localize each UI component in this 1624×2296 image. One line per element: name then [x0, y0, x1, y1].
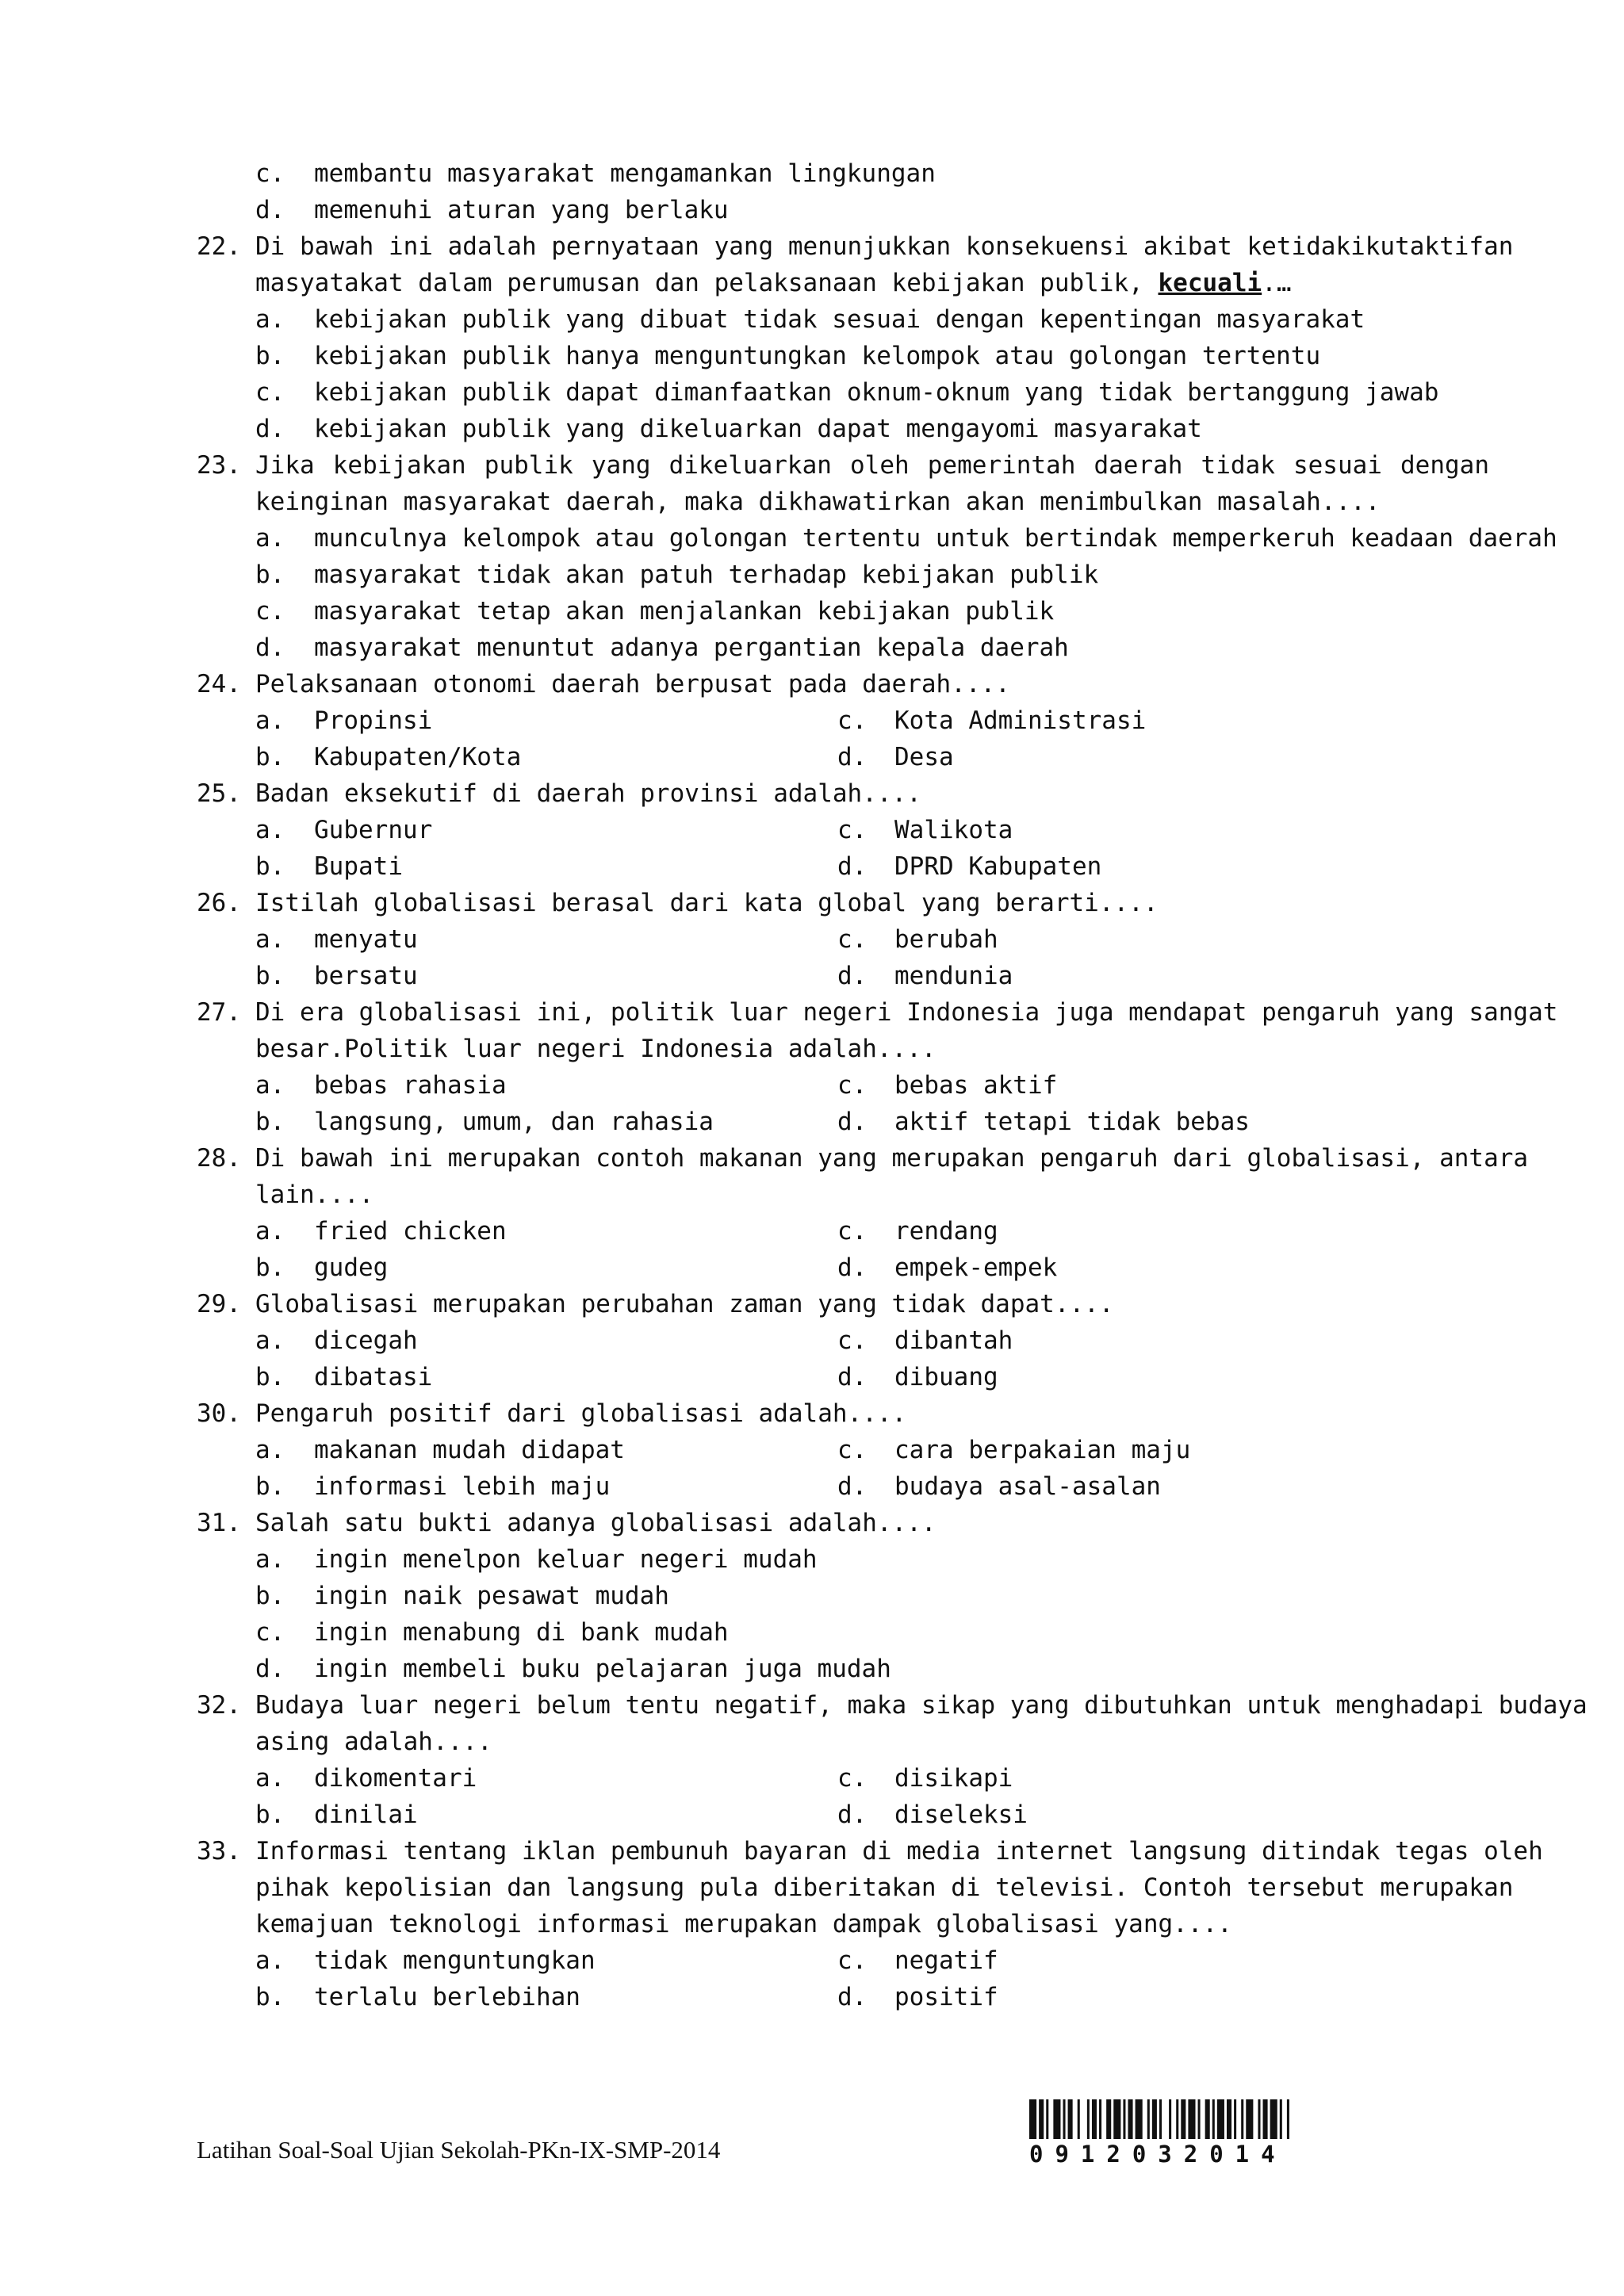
option-text: kebijakan publik dapat dimanfaatkan oknum-oknum yang tidak bertanggung jawab: [314, 378, 1439, 407]
question-text: Salah satu bukti adanya globalisasi adalah....: [255, 1509, 936, 1537]
barcode-bar: [1280, 2099, 1282, 2139]
barcode-bar: [1258, 2099, 1260, 2139]
option-text: ingin menabung di bank mudah: [314, 1618, 729, 1647]
option-row: [197, 1760, 1489, 1797]
option-text: ingin membeli buku pelajaran juga mudah: [314, 1655, 891, 1683]
option-letter: c.: [837, 1436, 868, 1464]
option-letter: c.: [255, 1618, 285, 1647]
option-text: bersatu: [314, 962, 418, 990]
option-text: dibuang: [894, 1363, 998, 1391]
option-row: [197, 1104, 1489, 1140]
barcode-bar: [1205, 2099, 1210, 2139]
option-text: dicegah: [314, 1326, 418, 1355]
barcode-bar: [1246, 2099, 1253, 2139]
option-row: [197, 301, 1489, 338]
question-text: Di bawah ini adalah pernyataan yang menunjukkan konsekuensi akibat ketidakikutaktifan: [255, 232, 1514, 261]
emphasis-kecuali: kecuali: [1158, 269, 1262, 297]
option-row: [197, 557, 1489, 593]
option-text: Desa: [894, 743, 954, 771]
barcode-bar: [1063, 2099, 1066, 2139]
option-letter: c.: [837, 1764, 868, 1793]
barcode-bar: [1263, 2099, 1268, 2139]
question-text-continued: keinginan masyarakat daerah, maka dikhawatirkan akan menimbulkan masalah....: [255, 488, 1381, 516]
question-line: [197, 265, 1489, 301]
option-text: DPRD Kabupaten: [894, 852, 1102, 881]
question-line: [197, 1031, 1489, 1067]
option-text: mendunia: [894, 962, 1013, 990]
option-letter: a.: [255, 305, 285, 334]
option-row: [197, 1468, 1489, 1505]
question-25: [197, 775, 1489, 812]
option-letter: a.: [255, 1545, 285, 1574]
question-27: [197, 994, 1558, 1031]
option-text: kebijakan publik yang dikeluarkan dapat mengayomi masyarakat: [314, 415, 1202, 443]
option-text: disikapi: [894, 1764, 1013, 1793]
question-line: [197, 1869, 1514, 1906]
question-text: Di bawah ini merupakan contoh makanan yang merupakan pengaruh dari globalisasi, antara: [255, 1144, 1529, 1173]
option-row: [197, 1249, 1489, 1286]
question-text: Pelaksanaan otonomi daerah berpusat pada daerah....: [255, 670, 1010, 698]
question-text: Informasi tentang iklan pembunuh bayaran di media internet langsung ditindak tegas oleh: [255, 1837, 1543, 1866]
option-text: dibantah: [894, 1326, 1013, 1355]
barcode-bar: [1198, 2099, 1201, 2139]
option-letter: c.: [837, 1326, 868, 1355]
barcode-bar: [1039, 2099, 1044, 2139]
question-text-continued: [255, 265, 1489, 301]
barcode-bar: [1128, 2099, 1132, 2139]
option-letter: d.: [255, 633, 285, 662]
option-row: [197, 1614, 1489, 1651]
option-row: [197, 1359, 1489, 1395]
barcode-bar: [1176, 2099, 1178, 2139]
option-letter: d.: [837, 962, 868, 990]
barcode-bar: [1029, 2099, 1036, 2139]
option-text: masyarakat tidak akan patuh terhadap kebijakan publik: [314, 561, 1099, 589]
option-letter: b.: [255, 1983, 285, 2011]
option-row: [197, 192, 1489, 228]
option-row: [197, 1578, 1489, 1614]
option-letter: d.: [255, 196, 285, 224]
option-text: tidak menguntungkan: [314, 1946, 596, 1975]
option-letter: a.: [255, 1326, 285, 1355]
option-text: masyarakat menuntut adanya pergantian kepala daerah: [314, 633, 1069, 662]
question-line: [197, 1724, 1489, 1760]
option-letter: a.: [255, 1217, 285, 1246]
question-text-continued: asing adalah....: [255, 1728, 492, 1756]
barcode-bar: [1078, 2099, 1080, 2139]
option-row: [197, 411, 1489, 447]
option-letter: c.: [255, 597, 285, 626]
option-letter: c.: [837, 816, 868, 844]
option-letter: d.: [255, 1655, 285, 1683]
question-number: 32.: [197, 1691, 241, 1720]
question-23: [197, 447, 1489, 484]
option-letter: a.: [255, 1946, 285, 1975]
option-row: [197, 739, 1489, 775]
barcode-bar: [1159, 2099, 1162, 2139]
question-text: Istilah globalisasi berasal dari kata global yang berarti....: [255, 889, 1159, 917]
option-row: [197, 338, 1489, 374]
option-letter: a.: [255, 524, 285, 553]
barcode-bar: [1123, 2099, 1125, 2139]
option-row: [197, 1942, 1489, 1979]
question-text-continued: pihak kepolisian dan langsung pula diberitakan di televisi. Contoh tersebut merupakan: [255, 1873, 1514, 1902]
barcode-bar: [1287, 2099, 1289, 2139]
question-number: 28.: [197, 1144, 241, 1173]
option-row: [197, 1979, 1489, 2015]
question-number: 31.: [197, 1509, 241, 1537]
option-letter: b.: [255, 342, 285, 370]
option-text: terlalu berlebihan: [314, 1983, 580, 2011]
option-text: negatif: [894, 1946, 998, 1975]
option-row: [197, 155, 1489, 192]
barcode-bar: [1092, 2099, 1097, 2139]
option-letter: a.: [255, 1436, 285, 1464]
question-number: 33.: [197, 1837, 241, 1866]
option-text: cara berpakaian maju: [894, 1436, 1191, 1464]
question-line: [197, 484, 1489, 520]
question-text-continued: besar.Politik luar negeri Indonesia adalah....: [255, 1035, 936, 1063]
barcode-bar: [1136, 2099, 1143, 2139]
option-text: dibatasi: [314, 1363, 433, 1391]
question-26: [197, 885, 1489, 921]
option-row: [197, 702, 1489, 739]
exam-page-content: [197, 155, 1588, 2015]
question-line: [197, 1906, 1489, 1942]
barcode-bar: [1270, 2099, 1277, 2139]
question-text-continued: lain....: [255, 1181, 374, 1209]
option-letter: a.: [255, 706, 285, 735]
option-row: [197, 1213, 1489, 1249]
option-letter: b.: [255, 1108, 285, 1136]
barcode-bar: [1113, 2099, 1120, 2139]
question-29: [197, 1286, 1489, 1322]
option-text: Kabupaten/Kota: [314, 743, 522, 771]
option-letter: d.: [837, 852, 868, 881]
question-text-suffix: .…: [1262, 269, 1292, 297]
option-letter: d.: [837, 1108, 868, 1136]
option-letter: a.: [255, 925, 285, 954]
barcode-bar: [1169, 2099, 1171, 2139]
option-text: bebas rahasia: [314, 1071, 507, 1100]
option-letter: d.: [837, 743, 868, 771]
option-text: Walikota: [894, 816, 1013, 844]
option-text: Gubernur: [314, 816, 433, 844]
question-text: Jika kebijakan publik yang dikeluarkan oleh pemerintah daerah tidak sesuai dengan: [255, 451, 1489, 480]
barcode-bar: [1099, 2099, 1101, 2139]
barcode-bar: [1087, 2099, 1090, 2139]
option-text: kebijakan publik yang dibuat tidak sesuai dengan kepentingan masyarakat: [314, 305, 1365, 334]
question-number: 22.: [197, 232, 241, 261]
option-row: [197, 1541, 1489, 1578]
barcode-bar: [1188, 2099, 1195, 2139]
option-row: [197, 848, 1489, 885]
option-letter: d.: [255, 415, 285, 443]
option-row: [197, 1067, 1489, 1104]
question-text: Di era globalisasi ini, politik luar negeri Indonesia juga mendapat pengaruh yang sangat: [255, 998, 1558, 1027]
barcode-bar: [1106, 2099, 1111, 2139]
barcode-icon: [1029, 2099, 1294, 2139]
question-number: 27.: [197, 998, 241, 1027]
option-text: membantu masyarakat mengamankan lingkungan: [314, 159, 936, 188]
option-text: ingin menelpon keluar negeri mudah: [314, 1545, 818, 1574]
option-text: dikomentari: [314, 1764, 477, 1793]
option-row: [197, 1651, 1489, 1687]
question-number: 26.: [197, 889, 241, 917]
option-letter: d.: [837, 1363, 868, 1391]
question-line: [197, 1177, 1489, 1213]
option-row: [197, 1432, 1489, 1468]
option-letter: a.: [255, 1764, 285, 1793]
option-text: informasi lebih maju: [314, 1472, 611, 1501]
question-number: 23.: [197, 451, 241, 480]
question-text-part: masyatakat dalam perumusan dan pelaksanaan kebijakan publik,: [255, 269, 1143, 297]
option-letter: b.: [255, 852, 285, 881]
question-text: Badan eksekutif di daerah provinsi adalah....: [255, 779, 921, 808]
option-row: [197, 921, 1489, 958]
option-row: [197, 593, 1489, 629]
option-letter: c.: [255, 378, 285, 407]
option-text: budaya asal-asalan: [894, 1472, 1161, 1501]
question-text: Globalisasi merupakan perubahan zaman yang tidak dapat....: [255, 1290, 1114, 1318]
option-text: diseleksi: [894, 1800, 1028, 1829]
question-28: [197, 1140, 1529, 1177]
barcode-bar: [1234, 2099, 1236, 2139]
option-letter: b.: [255, 1363, 285, 1391]
option-text: Bupati: [314, 852, 403, 881]
option-letter: b.: [255, 743, 285, 771]
barcode-number: 0912032014: [1029, 2141, 1287, 2168]
barcode-bar: [1053, 2099, 1060, 2139]
option-row: [197, 520, 1557, 557]
question-number: 29.: [197, 1290, 241, 1318]
option-letter: c.: [837, 925, 868, 954]
option-letter: b.: [255, 1800, 285, 1829]
option-text: menyatu: [314, 925, 418, 954]
option-text: Kota Administrasi: [894, 706, 1147, 735]
option-letter: c.: [837, 1217, 868, 1246]
option-text: Propinsi: [314, 706, 433, 735]
barcode-bar: [1212, 2099, 1215, 2139]
barcode-bar: [1068, 2099, 1073, 2139]
option-row: [197, 1322, 1489, 1359]
option-text: memenuhi aturan yang berlaku: [314, 196, 729, 224]
option-text: langsung, umum, dan rahasia: [314, 1108, 714, 1136]
barcode-bar: [1241, 2099, 1243, 2139]
question-33: [197, 1833, 1543, 1869]
footer-label: Latihan Soal-Soal Ujian Sekolah-PKn-IX-SMP-2014: [197, 2136, 721, 2164]
option-text: munculnya kelompok atau golongan tertentu untuk bertindak memperkeruh keadaan daerah: [314, 524, 1557, 553]
barcode-bar: [1217, 2099, 1224, 2139]
option-text: makanan mudah didapat: [314, 1436, 625, 1464]
option-letter: a.: [255, 1071, 285, 1100]
barcode-bar: [1181, 2099, 1185, 2139]
option-letter: b.: [255, 1472, 285, 1501]
option-text: ingin naik pesawat mudah: [314, 1582, 669, 1610]
option-text: rendang: [894, 1217, 998, 1246]
option-letter: d.: [837, 1472, 868, 1501]
barcode-bar: [1046, 2099, 1048, 2139]
option-letter: c.: [837, 706, 868, 735]
option-letter: b.: [255, 1582, 285, 1610]
option-text: dinilai: [314, 1800, 418, 1829]
question-22: [197, 228, 1514, 265]
question-number: 30.: [197, 1399, 241, 1428]
option-letter: d.: [837, 1253, 868, 1282]
question-31: [197, 1505, 1489, 1541]
option-letter: b.: [255, 1253, 285, 1282]
option-letter: c.: [837, 1071, 868, 1100]
question-number: 24.: [197, 670, 241, 698]
question-text-continued: kemajuan teknologi informasi merupakan dampak globalisasi yang....: [255, 1910, 1232, 1938]
option-text: kebijakan publik hanya menguntungkan kelompok atau golongan tertentu: [314, 342, 1321, 370]
option-text: aktif tetapi tidak bebas: [894, 1108, 1250, 1136]
question-number: 25.: [197, 779, 241, 808]
option-text: gudeg: [314, 1253, 389, 1282]
option-letter: d.: [837, 1800, 868, 1829]
question-30: [197, 1395, 1489, 1432]
option-row: [197, 958, 1489, 994]
option-letter: d.: [837, 1983, 868, 2011]
option-text: empek-empek: [894, 1253, 1058, 1282]
option-text: masyarakat tetap akan menjalankan kebijakan publik: [314, 597, 1055, 626]
question-32: [197, 1687, 1588, 1724]
question-text: Pengaruh positif dari globalisasi adalah....: [255, 1399, 907, 1428]
option-text: positif: [894, 1983, 998, 2011]
option-letter: c.: [255, 159, 285, 188]
option-letter: a.: [255, 816, 285, 844]
barcode-bar: [1152, 2099, 1157, 2139]
barcode-bar: [1147, 2099, 1150, 2139]
option-row: [197, 812, 1489, 848]
question-text: Budaya luar negeri belum tentu negatif, maka sikap yang dibutuhkan untuk menghadapi budaya: [255, 1691, 1588, 1720]
option-letter: b.: [255, 561, 285, 589]
option-text: bebas aktif: [894, 1071, 1058, 1100]
option-text: fried chicken: [314, 1217, 507, 1246]
option-letter: c.: [837, 1946, 868, 1975]
question-24: [197, 666, 1489, 702]
barcode-bar: [1227, 2099, 1231, 2139]
option-row: [197, 374, 1489, 411]
option-row: [197, 629, 1489, 666]
option-row: [197, 1797, 1489, 1833]
option-letter: b.: [255, 962, 285, 990]
option-text: berubah: [894, 925, 998, 954]
